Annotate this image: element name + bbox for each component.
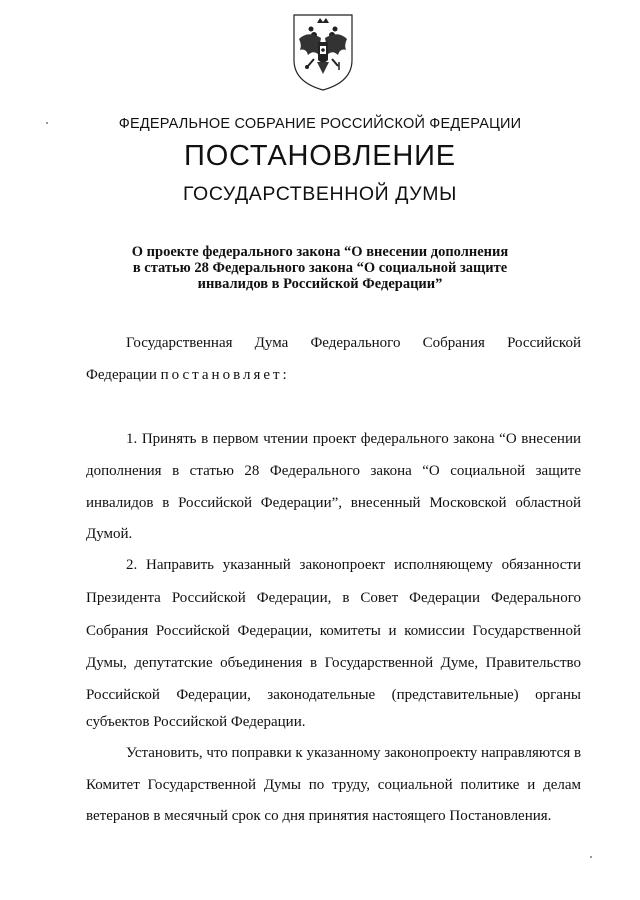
paragraph-line: дополнения в статью 28 Федерального закона “О социальной защите [86,463,581,479]
paragraph-line: Комитет Государственной Думы по труду, социальной политике и делам [86,777,581,793]
paragraph-line: субъектов Российской Федерации. [86,714,306,730]
assembly-name: ФЕДЕРАЛЬНОЕ СОБРАНИЕ РОССИЙСКОЙ ФЕДЕРАЦИИ [118,116,522,132]
paragraph-line: Российской Федерации, законодательные (представительные) органы [86,687,581,703]
intro-prefix: Федерации [86,367,157,383]
paragraph-line: Собрания Российской Федерации, комитеты и комиссии Государственной [86,623,581,639]
scan-speck [590,856,592,858]
paragraph-line: 2. Направить указанный законопроект исполняющему обязанности [126,557,581,573]
subject-line: в статью 28 Федерального закона “О социальной защите [132,260,508,276]
paragraph-line: Установить, что поправки к указанному законопроекту направляются в [126,745,582,761]
document-subtitle: ГОСУДАРСТВЕННОЙ ДУМЫ [182,183,458,205]
paragraph-line: Президента Российской Федерации, в Совет Федерации Федерального [86,590,581,606]
paragraph-line: Думы, депутатские объединения в Государственной Думе, Правительство [86,655,581,671]
intro-line [86,366,581,384]
scan-speck [46,122,48,124]
russian-coat-of-arms-icon [290,12,356,92]
paragraph-line: 1. Принять в первом чтении проект федерального закона “О внесении [126,431,581,447]
paragraph-line: ветеранов в месячный срок со дня принятия настоящего Постановления. [86,808,552,824]
document-title: ПОСТАНОВЛЕНИЕ [184,140,456,172]
subject-line: О проекте федерального закона “О внесении дополнения [131,244,509,260]
paragraph-line: Думой. [86,526,133,542]
intro-verb: постановляет: [160,367,290,383]
paragraph-line: инвалидов в Российской Федерации”, внесенный Московской областной [86,495,581,511]
resolution-subject [110,244,530,292]
intro-line: Государственная Дума Федерального Собрания Российской [126,335,581,351]
subject-line: инвалидов в Российской Федерации” [197,276,443,292]
